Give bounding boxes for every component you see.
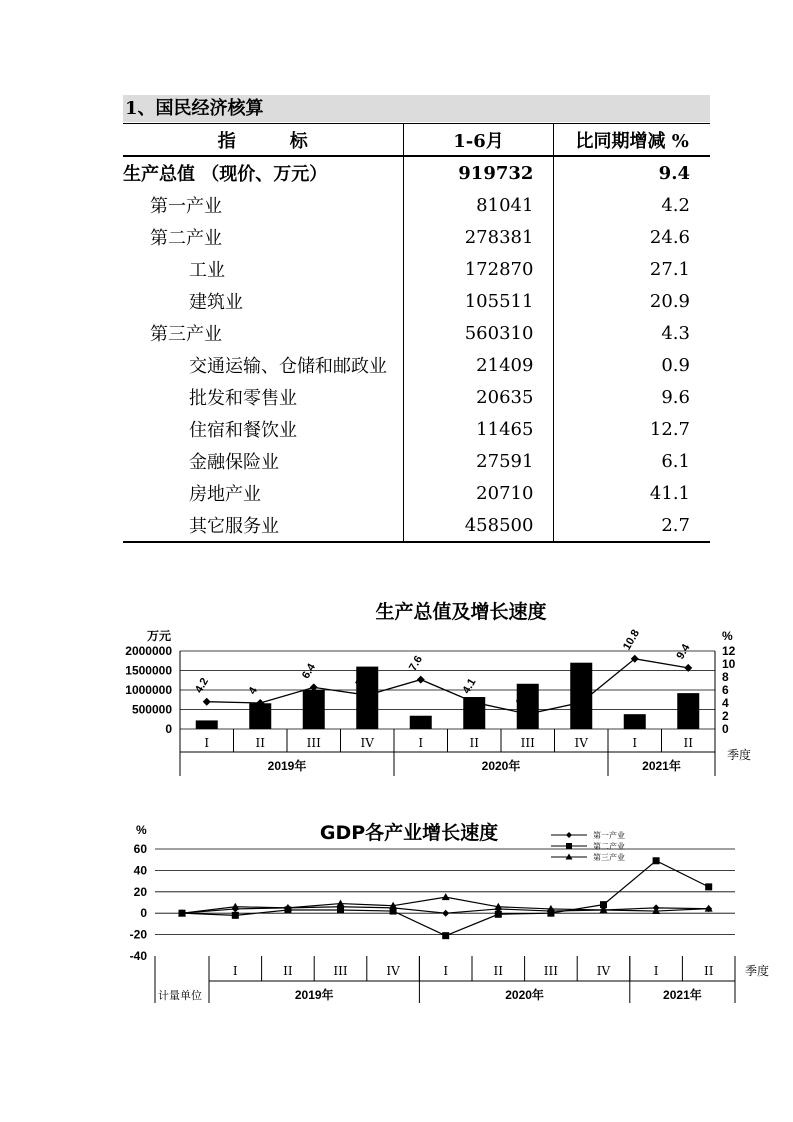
bar: [624, 714, 646, 729]
bar: [249, 703, 271, 729]
table-row: [123, 156, 710, 189]
row-value: 81041: [403, 189, 554, 221]
row-name: 住宿和餐饮业: [123, 413, 403, 445]
point-marker: [337, 906, 344, 913]
x-tick-label: I: [443, 964, 449, 978]
table-row: [123, 317, 710, 349]
x-tick-label: IV: [574, 736, 588, 750]
point-marker: [232, 912, 239, 919]
legend-label: 第二产业: [593, 842, 625, 851]
point-marker: [705, 883, 712, 890]
bar: [410, 716, 432, 729]
table-header-row: [123, 124, 710, 157]
section-title: 1、国民经济核算: [123, 95, 710, 122]
row-change: 2.7: [554, 509, 710, 542]
x-tick-label: I: [653, 964, 659, 978]
header-change: 比同期增减 %: [554, 124, 710, 157]
data-label: 2.3: [513, 688, 532, 708]
x-tick-label: III: [333, 964, 348, 978]
y2-tick-label: 6: [722, 683, 729, 697]
data-label: 4.1: [460, 676, 479, 696]
y-tick-label: 1500000: [125, 663, 172, 678]
group-label: 2020年: [481, 759, 521, 773]
table-row: [123, 253, 710, 285]
row-value: 20635: [403, 381, 554, 413]
point-marker: [337, 900, 345, 907]
growth-point: [203, 698, 211, 706]
header-period: 1-6月: [403, 124, 554, 157]
point-marker: [495, 911, 502, 918]
row-name: 第一产业: [123, 189, 403, 221]
bar: [303, 690, 325, 729]
chart1-xlabel: 季度: [727, 748, 752, 762]
legend-label: 第三产业: [593, 853, 625, 862]
bar: [677, 693, 699, 729]
row-value: 11465: [403, 413, 554, 445]
x-tick-label: II: [703, 964, 714, 978]
table-row: [123, 509, 710, 542]
y-tick-label: 0: [165, 722, 172, 736]
row-name: 其它服务业: [123, 509, 403, 542]
y2-tick-label: 10: [722, 657, 736, 671]
row-change: 6.1: [661, 450, 690, 472]
table-row: [123, 189, 710, 221]
x-tick-label: II: [683, 736, 693, 750]
group-label: 2019年: [267, 759, 307, 773]
y-tick-label: 60: [133, 842, 147, 856]
y-tick-label: -40: [129, 949, 147, 963]
x-tick-label: I: [632, 736, 638, 750]
x-tick-label: IV: [360, 736, 374, 750]
row-name: 第二产业: [123, 221, 403, 253]
row-value: 919732: [403, 156, 554, 189]
data-label: 4.1: [567, 676, 586, 696]
table-row: [123, 381, 710, 413]
y2-tick-label: 0: [722, 722, 729, 736]
x-tick-label: II: [255, 736, 265, 750]
x-tick-label: IV: [596, 964, 611, 978]
gdp-growth-chart: [0, 590, 793, 790]
group-label: 2021年: [642, 759, 681, 773]
table-row: [123, 285, 710, 317]
row-change: 4.2: [661, 194, 690, 216]
table-row: [123, 349, 710, 381]
table-row: [123, 445, 710, 477]
data-label: 10.8: [620, 627, 643, 653]
x-tick-label: I: [232, 964, 238, 978]
y-tick-label: 40: [133, 863, 147, 878]
chart2-ylabel: %: [136, 823, 147, 837]
group-label: 2020年: [505, 988, 544, 1002]
row-change: 9.4: [658, 162, 690, 184]
table-row: [123, 477, 710, 509]
x-tick-label: III: [520, 736, 535, 750]
row-change: 41.1: [649, 482, 690, 504]
chart2-title: GDP各产业增长速度: [319, 822, 499, 844]
chart1-ylabel: 万元: [147, 629, 172, 643]
y-tick-label: -20: [129, 927, 147, 942]
y2-tick-label: 12: [722, 644, 736, 658]
row-change: 24.6: [649, 226, 690, 248]
table-row: [123, 413, 710, 445]
x-tick-label: III: [306, 736, 321, 750]
row-change: 4.3: [661, 322, 690, 344]
row-value: 21409: [403, 349, 554, 381]
row-value: 172870: [403, 253, 554, 285]
data-label: 7.6: [406, 653, 425, 674]
x-tick-label: I: [418, 736, 424, 750]
y-tick-label: 1000000: [125, 683, 172, 697]
growth-point: [417, 676, 425, 684]
chart2-corner-label: 计量单位: [158, 989, 202, 1002]
row-name: 交通运输、仓储和邮政业: [123, 349, 403, 381]
data-label: 4: [246, 685, 260, 697]
y2-tick-label: 8: [722, 670, 729, 684]
y-tick-label: 500000: [131, 702, 172, 717]
x-tick-label: II: [283, 964, 293, 978]
row-value: 27591: [403, 445, 554, 477]
row-change: 27.1: [649, 258, 690, 280]
row-value: 20710: [403, 477, 554, 509]
legend-marker: [566, 832, 572, 838]
row-value: 105511: [403, 285, 554, 317]
data-label: 5.2: [353, 669, 372, 689]
row-name: 批发和零售业: [123, 381, 403, 413]
row-value: 560310: [403, 317, 554, 349]
point-marker: [653, 857, 660, 864]
y-tick-label: 2000000: [125, 644, 172, 658]
row-name: 金融保险业: [123, 445, 403, 477]
header-indicator: 指 标: [123, 124, 403, 157]
chart2-xlabel: 季度: [745, 964, 770, 978]
data-label: 6.4: [299, 661, 318, 681]
row-name: 工业: [123, 253, 403, 285]
y-tick-label: 20: [133, 884, 147, 899]
row-name: 建筑业: [123, 285, 403, 317]
x-tick-label: IV: [386, 964, 400, 978]
data-label: 4.2: [192, 675, 211, 696]
table-row: [123, 221, 710, 253]
legend-marker: [566, 843, 572, 849]
point-marker: [442, 910, 449, 917]
data-label: 9.4: [674, 642, 693, 662]
x-tick-label: II: [469, 736, 479, 750]
row-change: 12.7: [649, 418, 690, 440]
y2-tick-label: 2: [722, 709, 729, 723]
gdp-table: [123, 123, 710, 543]
chart1-y2label: %: [722, 629, 733, 643]
x-tick-label: III: [543, 964, 559, 978]
industry-growth-chart: [0, 815, 793, 1005]
row-value: 278381: [403, 221, 554, 253]
row-change: 0.9: [661, 354, 690, 376]
y-tick-label: 0: [140, 906, 147, 921]
row-name: 生产总值 （现价、万元）: [123, 156, 403, 189]
x-tick-label: II: [493, 964, 504, 978]
y2-tick-label: 4: [722, 696, 729, 710]
row-name: 第三产业: [123, 317, 403, 349]
row-change: 9.6: [661, 386, 690, 408]
group-label: 2019年: [294, 988, 334, 1002]
growth-line: [207, 659, 689, 714]
bar: [196, 720, 218, 729]
x-tick-label: I: [204, 736, 210, 750]
chart1-title: 生产总值及增长速度: [375, 601, 547, 623]
row-name: 房地产业: [123, 477, 403, 509]
row-change: 20.9: [649, 290, 690, 312]
point-marker: [442, 893, 450, 900]
point-marker: [442, 932, 449, 939]
group-label: 2021年: [663, 988, 702, 1002]
legend-label: 第一产业: [593, 831, 625, 840]
row-value: 458500: [403, 509, 554, 542]
